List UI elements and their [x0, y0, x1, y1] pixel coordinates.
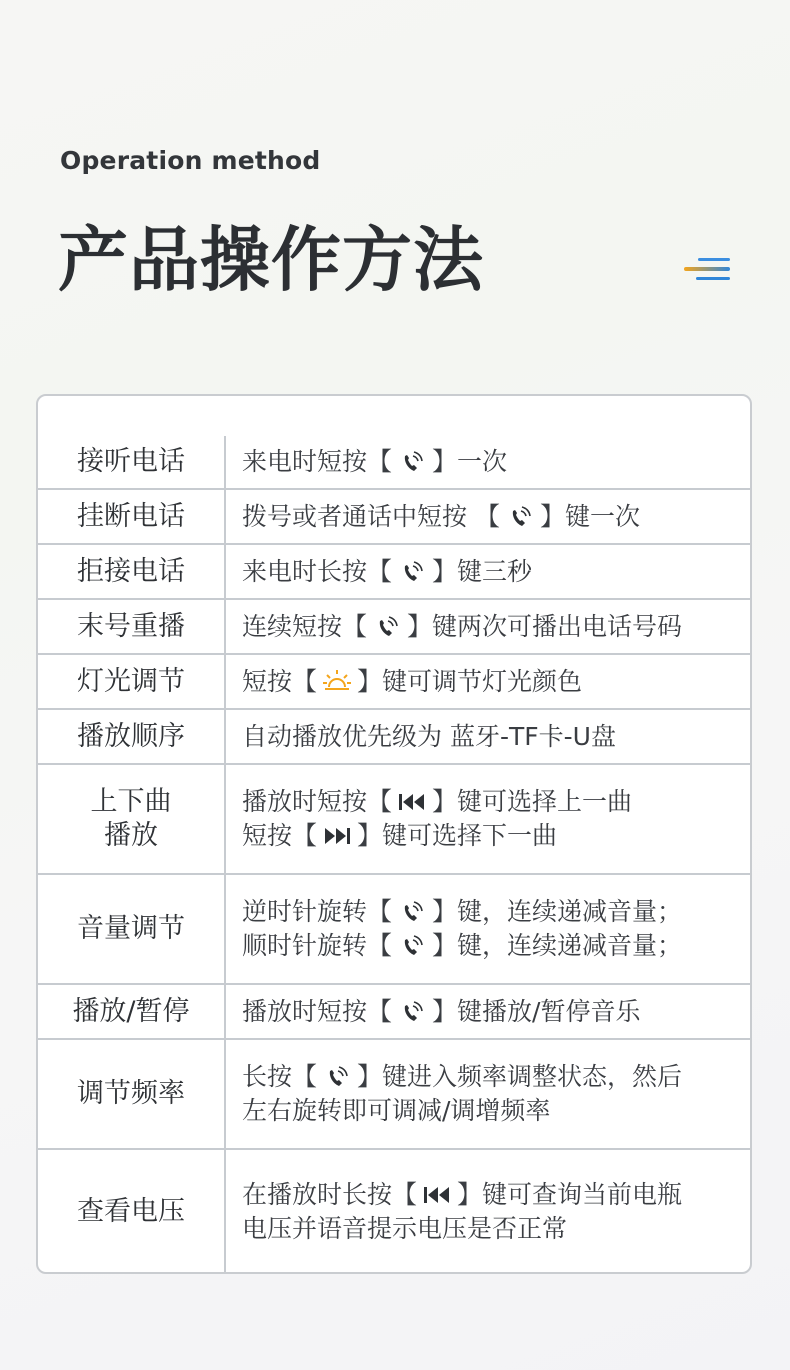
description-line	[242, 445, 742, 479]
table-row	[38, 983, 750, 1038]
description-text: 】键两次可播出电话号码	[407, 611, 683, 641]
description-line	[242, 1094, 742, 1128]
description-line	[242, 610, 742, 644]
operation-table-card	[36, 394, 752, 1274]
phone-icon	[394, 931, 430, 961]
next-track-icon	[319, 821, 355, 851]
row-description	[242, 875, 742, 983]
phone-icon	[369, 612, 405, 642]
row-label-line: 末号重播	[77, 610, 185, 642]
description-text: 】一次	[432, 447, 508, 476]
table-row	[38, 653, 750, 708]
table-row	[38, 1148, 750, 1274]
sun-icon	[319, 667, 355, 697]
phone-icon	[394, 897, 430, 927]
description-text: 】键，连续递减音量；	[432, 897, 683, 926]
description-line	[242, 1178, 742, 1212]
row-label	[38, 710, 224, 763]
description-text: 长按【	[242, 1062, 318, 1091]
description-text: 顺时针旋转【	[242, 931, 393, 960]
section-eyebrow: Operation method	[60, 146, 321, 175]
column-divider	[224, 1040, 226, 1148]
phone-icon	[394, 997, 430, 1027]
phone-icon	[502, 502, 538, 532]
column-divider	[224, 436, 226, 488]
row-label	[38, 600, 224, 653]
row-label	[38, 985, 224, 1038]
row-description	[242, 710, 742, 763]
row-description	[242, 490, 742, 543]
description-text: 逆时针旋转【	[242, 897, 393, 926]
row-label-line: 挂断电话	[77, 500, 185, 532]
row-description	[242, 600, 742, 653]
table-row	[38, 436, 750, 488]
row-label-line: 播放	[104, 820, 158, 851]
table-row	[38, 708, 750, 763]
column-divider	[224, 875, 226, 983]
row-label-line: 上下曲	[90, 786, 172, 817]
row-label-line: 调节频率	[77, 1078, 185, 1109]
description-text: 在播放时长按【	[242, 1180, 418, 1209]
row-description	[242, 436, 742, 488]
row-label-line: 拒接电话	[77, 555, 185, 587]
description-line	[242, 819, 742, 853]
description-text: 】键可调节灯光颜色	[357, 666, 583, 696]
description-line	[242, 895, 742, 929]
row-label-line: 播放顺序	[77, 720, 185, 752]
column-divider	[224, 545, 226, 598]
description-text: 】键三秒	[432, 556, 533, 586]
description-line	[242, 785, 742, 819]
column-divider	[224, 1150, 226, 1274]
description-text: 】键可选择下一曲	[357, 821, 558, 850]
table-row	[38, 763, 750, 873]
description-text: 】键可选择上一曲	[432, 787, 633, 816]
description-text: 拨号或者通话中短按 【	[242, 501, 500, 531]
description-text: 播放时短按【	[242, 787, 393, 816]
row-label	[38, 655, 224, 708]
description-text: 电压并语音提示电压是否正常	[242, 1214, 568, 1243]
description-line	[242, 995, 742, 1029]
description-line	[242, 500, 742, 534]
column-divider	[224, 710, 226, 763]
row-label	[38, 436, 224, 488]
description-text: 】键一次	[539, 501, 640, 531]
table-row	[38, 1038, 750, 1148]
description-text: 】键播放/暂停音乐	[432, 996, 641, 1026]
description-text: 来电时长按【	[242, 556, 393, 586]
row-label	[38, 765, 224, 873]
row-label	[38, 875, 224, 983]
row-label	[38, 1040, 224, 1148]
description-text: 短按【	[242, 821, 318, 850]
description-text: 短按【	[242, 666, 318, 696]
phone-icon	[394, 557, 430, 587]
description-line	[242, 555, 742, 589]
previous-track-icon	[419, 1180, 455, 1210]
description-line	[242, 720, 742, 754]
row-label-line: 接听电话	[77, 446, 185, 477]
description-text: 】键，连续递减音量；	[432, 931, 683, 960]
previous-track-icon	[394, 787, 430, 817]
phone-icon	[319, 1062, 355, 1092]
description-line	[242, 929, 742, 963]
description-text: 左右旋转即可调减/调增频率	[242, 1096, 551, 1125]
description-text: 】键进入频率调整状态，然后	[357, 1062, 683, 1091]
row-label-line: 灯光调节	[77, 665, 185, 697]
description-text: 连续短按【	[242, 611, 368, 641]
column-divider	[224, 655, 226, 708]
row-label	[38, 490, 224, 543]
row-label-line: 播放/暂停	[72, 995, 190, 1027]
row-description	[242, 655, 742, 708]
column-divider	[224, 765, 226, 873]
row-label-line: 查看电压	[77, 1196, 185, 1227]
description-text: 来电时短按【	[242, 447, 393, 476]
row-description	[242, 1040, 742, 1148]
table-row	[38, 488, 750, 543]
description-line	[242, 665, 742, 699]
row-description	[242, 545, 742, 598]
description-text: 自动播放优先级为 蓝牙-TF卡-U盘	[242, 721, 616, 751]
row-description	[242, 985, 742, 1038]
column-divider	[224, 490, 226, 543]
table-row	[38, 598, 750, 653]
column-divider	[224, 985, 226, 1038]
row-description	[242, 765, 742, 873]
description-line	[242, 1060, 742, 1094]
row-label-line: 音量调节	[77, 913, 185, 944]
table-row	[38, 543, 750, 598]
page-title: 产品操作方法	[58, 219, 484, 301]
description-text: 播放时短按【	[242, 996, 393, 1026]
menu-lines-icon	[684, 255, 732, 285]
phone-icon	[394, 447, 430, 477]
description-line	[242, 1212, 742, 1246]
column-divider	[224, 600, 226, 653]
row-description	[242, 1150, 742, 1274]
table-row	[38, 873, 750, 983]
row-label	[38, 1150, 224, 1274]
description-text: 】键可查询当前电瓶	[457, 1180, 683, 1209]
row-label	[38, 545, 224, 598]
